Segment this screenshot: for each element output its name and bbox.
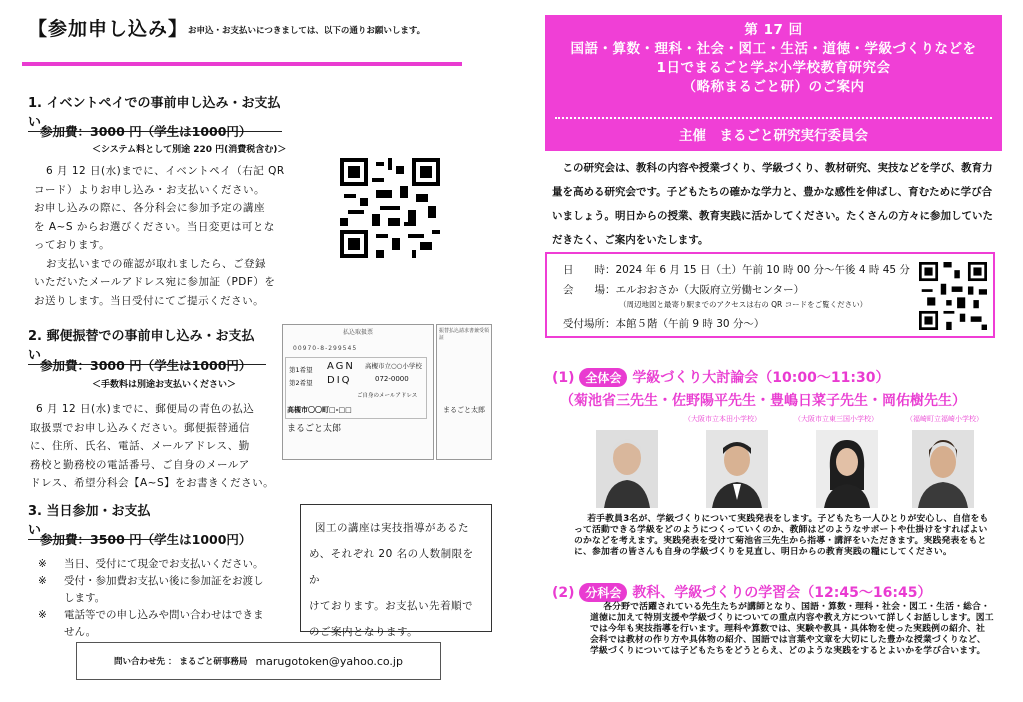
map-note: （周辺地図と最寄り駅までのアクセスは右の QR コードをご覧ください） — [619, 300, 868, 309]
list-item — [38, 556, 296, 573]
slip-address: 高槻市〇〇町□-□□ — [287, 406, 352, 414]
text-line: コード）よりお申し込み・お支払いください。 — [34, 183, 265, 196]
host-organizer: 主催 まるごと研究実行委員会 — [679, 128, 868, 144]
session2-badge: 分科会 — [579, 583, 627, 602]
header-line: 国語・算数・理科・社会・図工・生活・道徳・学級づくりなどを — [570, 41, 977, 57]
text-line: 取扱票でお申し込みください。郵便振替通信 — [30, 421, 250, 434]
slip-phone: 072-0000 — [375, 375, 409, 383]
reception-label: 受付場所： — [563, 318, 616, 330]
section1-fee: 参加費：3000 円（学生は1000円） — [40, 124, 252, 139]
session1-title-row — [552, 367, 889, 387]
header-line: 1日でまるごと学ぶ小学校教育研究会 — [656, 60, 891, 76]
session1-title: 学級づくり大討論会（10:00～11:30） — [632, 370, 890, 386]
speaker-photo — [816, 430, 878, 508]
text-line: お送りします。当日受付にてご提示ください。 — [34, 294, 265, 307]
session2-title: 教科、学級づくりの学習会（12:45～16:45） — [632, 585, 932, 601]
bullet-text: せん。 — [64, 626, 97, 638]
slip-choice2-value: DIQ — [327, 375, 352, 386]
session1-description: 若手教員3名が、学級づくりについて実践発表をします。子どもたち一人ひとりが安心し、自信をもって活動できる学級をどのようにつくっていくのか、教師はどのようなサポートや仕掛けをすればよいのかなどを考えます。実践発表を受けて菊池省三先生から指導・講評をいただきます。実践発表をもとに、参加者の皆さんも自身の学級づくりを見直し、明日からの教育実践の糧にしてください。 — [574, 514, 989, 557]
reception-value: 本館５階（午前 9 時 30 分～） — [615, 318, 765, 330]
bullet-mark: ※ — [38, 575, 47, 587]
text-line: っております。 — [34, 239, 111, 251]
bullet-text: 当日、受付にて現金でお支払いください。 — [64, 558, 264, 570]
slip-school: 高槻市立○○小学校 — [365, 362, 422, 370]
art-class-notice — [300, 504, 492, 638]
text-line: ドレス、希望分科会【A~S】をお書きください。 — [30, 477, 275, 489]
page-title: 【参加申し込み】 — [28, 18, 189, 40]
text-line: 6 月 12 日(水)までに、郵便局の青色の払込 — [36, 403, 255, 415]
contact-box — [76, 642, 441, 680]
section1-note: ＜システム料として別途 220 円(消費税含む)＞ — [92, 145, 287, 155]
event-info-box — [545, 252, 995, 338]
text-line: お申し込みの際に、各分科会に参加予定の講座 — [34, 202, 265, 214]
section2-fee: 参加費：3000 円（学生は1000円） — [40, 358, 252, 373]
slip-choice1-value: AGN — [327, 361, 355, 372]
text-line: め、それぞれ 20 名の人数制限をか — [309, 548, 474, 586]
bullet-text: 受付・参加費お支払い後に参加証をお渡し — [64, 575, 264, 587]
date-label: 日 時： — [563, 264, 616, 276]
text-line: のご案内となります。 — [309, 626, 419, 638]
header-line: 第 17 回 — [744, 22, 803, 38]
contact-email-link[interactable]: marugotoken@yahoo.co.jp — [255, 654, 403, 668]
text-line: 6 月 12 日(水)までに、イベントペイ（右記 QR — [46, 165, 285, 177]
text-line: けております。お支払い先着順で — [309, 600, 474, 612]
speaker-photo — [596, 430, 658, 508]
date-row — [563, 262, 910, 277]
speaker-affiliation: （大阪市立本田小学校） — [684, 415, 761, 423]
session1-speakers: （菊池省三先生・佐野陽平先生・豊嶋日菜子先生・岡佑樹先生） — [560, 393, 966, 409]
event-description: この研究会は、教科の内容や授業づくり、学級づくり、教材研究、実技などを学び、教育力量を高める研究会です。子どもたちの確かな学力と、豊かな感性を伸ばし、育むために学び合いましょう。明日からの授業、教育実践に活かしてください。たくさんの方々に参加していただきたく、ご案内をいたします。 — [552, 162, 993, 246]
session2-title-row — [552, 582, 931, 602]
section3-bullets — [38, 556, 296, 641]
section2-note: ＜手数料は別途お支払いください＞ — [92, 380, 237, 390]
receipt-title: 振替払込請求書兼受領証 — [439, 328, 490, 341]
venue-value: エルおおさか（大阪府立労働センター） — [615, 284, 805, 296]
speaker-affiliation: （大阪市立東三国小学校） — [794, 415, 878, 423]
eventpay-qr-code[interactable] — [340, 158, 440, 258]
section3-fee: 参加費：3500 円（学生は1000円） — [40, 532, 252, 547]
session2-number: (2) — [552, 585, 575, 601]
section1-body — [34, 162, 296, 310]
payment-slip-illustration — [282, 324, 492, 462]
slip-main — [282, 324, 434, 460]
speaker-affiliation: （福崎町立福崎小学校） — [906, 415, 983, 423]
slip-title: 払込取扱票 — [343, 329, 374, 336]
receipt-name: まるごと太郎 — [443, 406, 485, 414]
bullet-mark: ※ — [38, 558, 47, 570]
venue-row — [563, 282, 804, 297]
slip-name: まるごと太郎 — [287, 424, 342, 434]
speaker-photo — [912, 430, 974, 508]
slip-account: 00970-8-299545 — [293, 345, 358, 352]
header-line: （略称まるごと研）のご案内 — [682, 79, 865, 95]
bullet-text: します。 — [64, 592, 106, 604]
session1-number: (1) — [552, 370, 575, 386]
bullet-text: 電話等での申し込みや問い合わせはできま — [64, 609, 264, 621]
text-line: 務校と勤務校の電話番号、ご自身のメールア — [30, 458, 250, 471]
reception-row — [563, 316, 764, 331]
slip-choice2-label: 第2希望 — [289, 379, 313, 387]
intro-text: お申込・お支払いにつきましては、以下の通りお願いします。 — [188, 26, 426, 36]
header-divider — [555, 117, 992, 119]
text-line: に、住所、氏名、電話、メールアドレス、勤 — [30, 440, 250, 452]
text-line: お支払いまでの確認が取れましたら、ご登録 — [46, 257, 266, 270]
divider — [22, 62, 462, 66]
section2-body — [30, 400, 285, 493]
text-line: いただいたメールアドレス宛に参加証（PDF）を — [34, 276, 276, 288]
speaker-photo — [706, 430, 768, 508]
venue-label: 会 場： — [563, 284, 616, 296]
map-qr-code[interactable] — [919, 262, 987, 330]
section3-heading: 3. 当日参加・お支払い — [28, 500, 158, 540]
session1-badge: 全体会 — [579, 368, 627, 387]
list-item — [38, 573, 296, 590]
section1-heading: 1. イベントペイでの事前申し込み・お支払い — [28, 92, 282, 132]
section2-heading: 2. 郵便振替での事前申し込み・お支払い — [28, 325, 266, 365]
text-line: 図工の講座は実技指導があるた — [315, 522, 469, 534]
date-value: 2024 年 6 月 15 日（土）午前 10 時 00 分～午後 4 時 45 分 — [615, 264, 910, 276]
contact-label: 問い合わせ先 ： まるごと研事務局 — [114, 657, 248, 667]
slip-mail-label: ご自身のメールアドレス — [357, 393, 418, 399]
session2-description: 各分野で活躍されている先生たちが講師となり、国語・算数・理科・社会・図工・生活・総合・道徳に加えて特別支援や学級づくりについての重点内容や教え方について詳しくお話しします。図工では今年も実技指導を行います。理科や算数では、実験や教具・具体物を使った実践例の紹介、社会科では教材の作り方や具体物の紹介、国語では言葉や文章を大切にした豊かな授業づくりなど、学級づくりについては子どもたちをどうとらえ、どのような実践をするとよいかを学び合います。 — [590, 602, 994, 656]
bullet-mark: ※ — [38, 609, 47, 621]
slip-receipt — [436, 324, 492, 460]
slip-choice1-label: 第1希望 — [289, 366, 313, 374]
text-line: を A~S からお選びください。当日変更は可とな — [34, 220, 275, 233]
list-item — [38, 607, 296, 624]
